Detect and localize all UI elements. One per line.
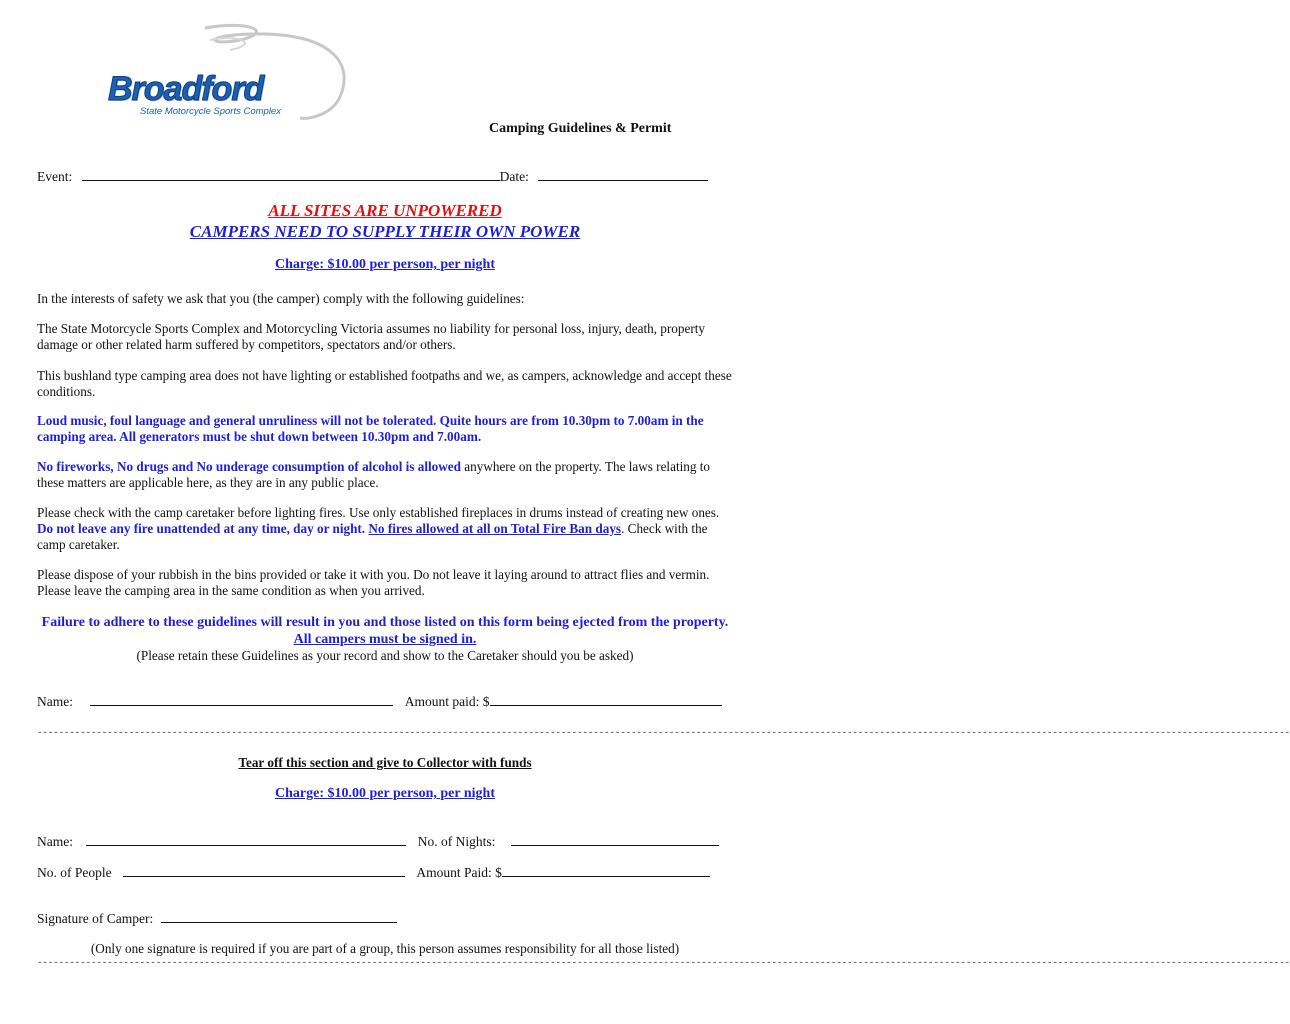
people-label: No. of People: [37, 865, 112, 880]
unpowered-notice: ALL SITES ARE UNPOWERED: [268, 201, 502, 220]
intro-paragraph: In the interests of safety we ask that you (the camper) comply with the following guidelines:: [37, 291, 525, 306]
fire-ban-text: No fires allowed at all on Total Fire Ban days: [368, 521, 622, 536]
own-power-notice: CAMPERS NEED TO SUPPLY THEIR OWN POWER: [189, 222, 581, 241]
failure-warning: [40, 614, 730, 648]
people-field[interactable]: [123, 864, 405, 877]
event-field[interactable]: [82, 168, 500, 181]
noise-paragraph: Loud music, foul language and general unruliness will not be tolerated. Quite hours are from 10.30pm to 7.00am in the camping area. All generators must be shut down between 10.30pm and 7.00am.: [37, 413, 704, 444]
tear-off-cut-line: ----------------------------------------------------------------------------------------------------------------------------------------------------------------------------------------------------------------------------------------: [37, 728, 1290, 738]
tear-off-amount-label: Amount Paid: $: [416, 865, 502, 880]
date-field[interactable]: [538, 168, 708, 181]
upper-name-field[interactable]: [90, 693, 393, 706]
failure-text: Failure to adhere to these guidelines will result in you and those listed on this form being ejected from the property.: [41, 615, 729, 630]
logo-tagline: State Motorcycle Sports Complex: [140, 106, 281, 117]
signature-field[interactable]: [161, 910, 397, 923]
signature-label: Signature of Camper:: [37, 911, 154, 926]
fires-paragraph: [37, 505, 737, 553]
upper-amount-label: Amount paid: $: [404, 694, 490, 709]
page-title: Camping Guidelines & Permit: [489, 121, 672, 136]
nights-label: No. of Nights:: [417, 834, 496, 849]
tear-off-name-field[interactable]: [86, 833, 406, 846]
tear-off-charge: Charge: $10.00 per person, per night: [275, 786, 495, 801]
signature-footnote: (Only one signature is required if you are part of a group, this person assumes responsibility for all those listed): [90, 941, 680, 956]
fires-end-text: . Check with the camp caretaker.: [37, 521, 708, 552]
signature-row: [37, 910, 737, 927]
tear-off-amount-field[interactable]: [502, 864, 710, 877]
upper-form-row: [37, 693, 737, 710]
signed-in-text: All campers must be signed in.: [293, 632, 477, 647]
upper-amount-field[interactable]: [490, 693, 722, 706]
event-date-line: [37, 168, 737, 185]
retain-note: (Please retain these Guidelines as your record and show to the Caretaker should you be asked): [136, 648, 634, 663]
event-label: Event:: [37, 169, 73, 184]
charge-notice: Charge: $10.00 per person, per night: [275, 257, 495, 272]
prohibited-paragraph: [37, 459, 737, 491]
tear-off-row-1: [37, 833, 737, 850]
fires-bold-text: Do not leave any fire unattended at any time, day or night.: [37, 521, 366, 536]
date-label: Date:: [499, 169, 529, 184]
prohibited-rest-text: anywhere on the property. The laws relating to these matters are applicable here, as they are in any public place.: [37, 459, 711, 490]
liability-paragraph: The State Motorcycle Sports Complex and Motorcycling Victoria assumes no liability for personal loss, injury, death, property damage or other related harm suffered by competitors, spectators and/or others.: [37, 321, 705, 352]
bottom-cut-line: ----------------------------------------------------------------------------------------------------------------------------------------------------------------------------------------------------------------------------------------: [37, 958, 1290, 968]
fires-text: Please check with the camp caretaker before lighting fires. Use only established fireplaces in drums instead of creating new ones.: [37, 505, 720, 520]
nights-field[interactable]: [511, 833, 719, 846]
tear-off-title: Tear off this section and give to Collector with funds: [238, 755, 532, 770]
broadford-logo: [100, 22, 360, 127]
upper-name-label: Name:: [37, 694, 73, 709]
rubbish-paragraph: Please dispose of your rubbish in the bins provided or take it with you. Do not leave it laying around to attract flies and vermin. Please leave the camping area in the same condition as when you arrived.: [37, 567, 710, 598]
tear-off-row-2: [37, 864, 737, 881]
prohibited-bold-text: No fireworks, No drugs and No underage consumption of alcohol is allowed: [37, 459, 461, 474]
bushland-paragraph: This bushland type camping area does not have lighting or established footpaths and we, as campers, acknowledge and accept these conditions.: [37, 368, 732, 399]
tear-off-name-label: Name:: [37, 834, 73, 849]
logo-wordmark: Broadford: [108, 70, 264, 108]
